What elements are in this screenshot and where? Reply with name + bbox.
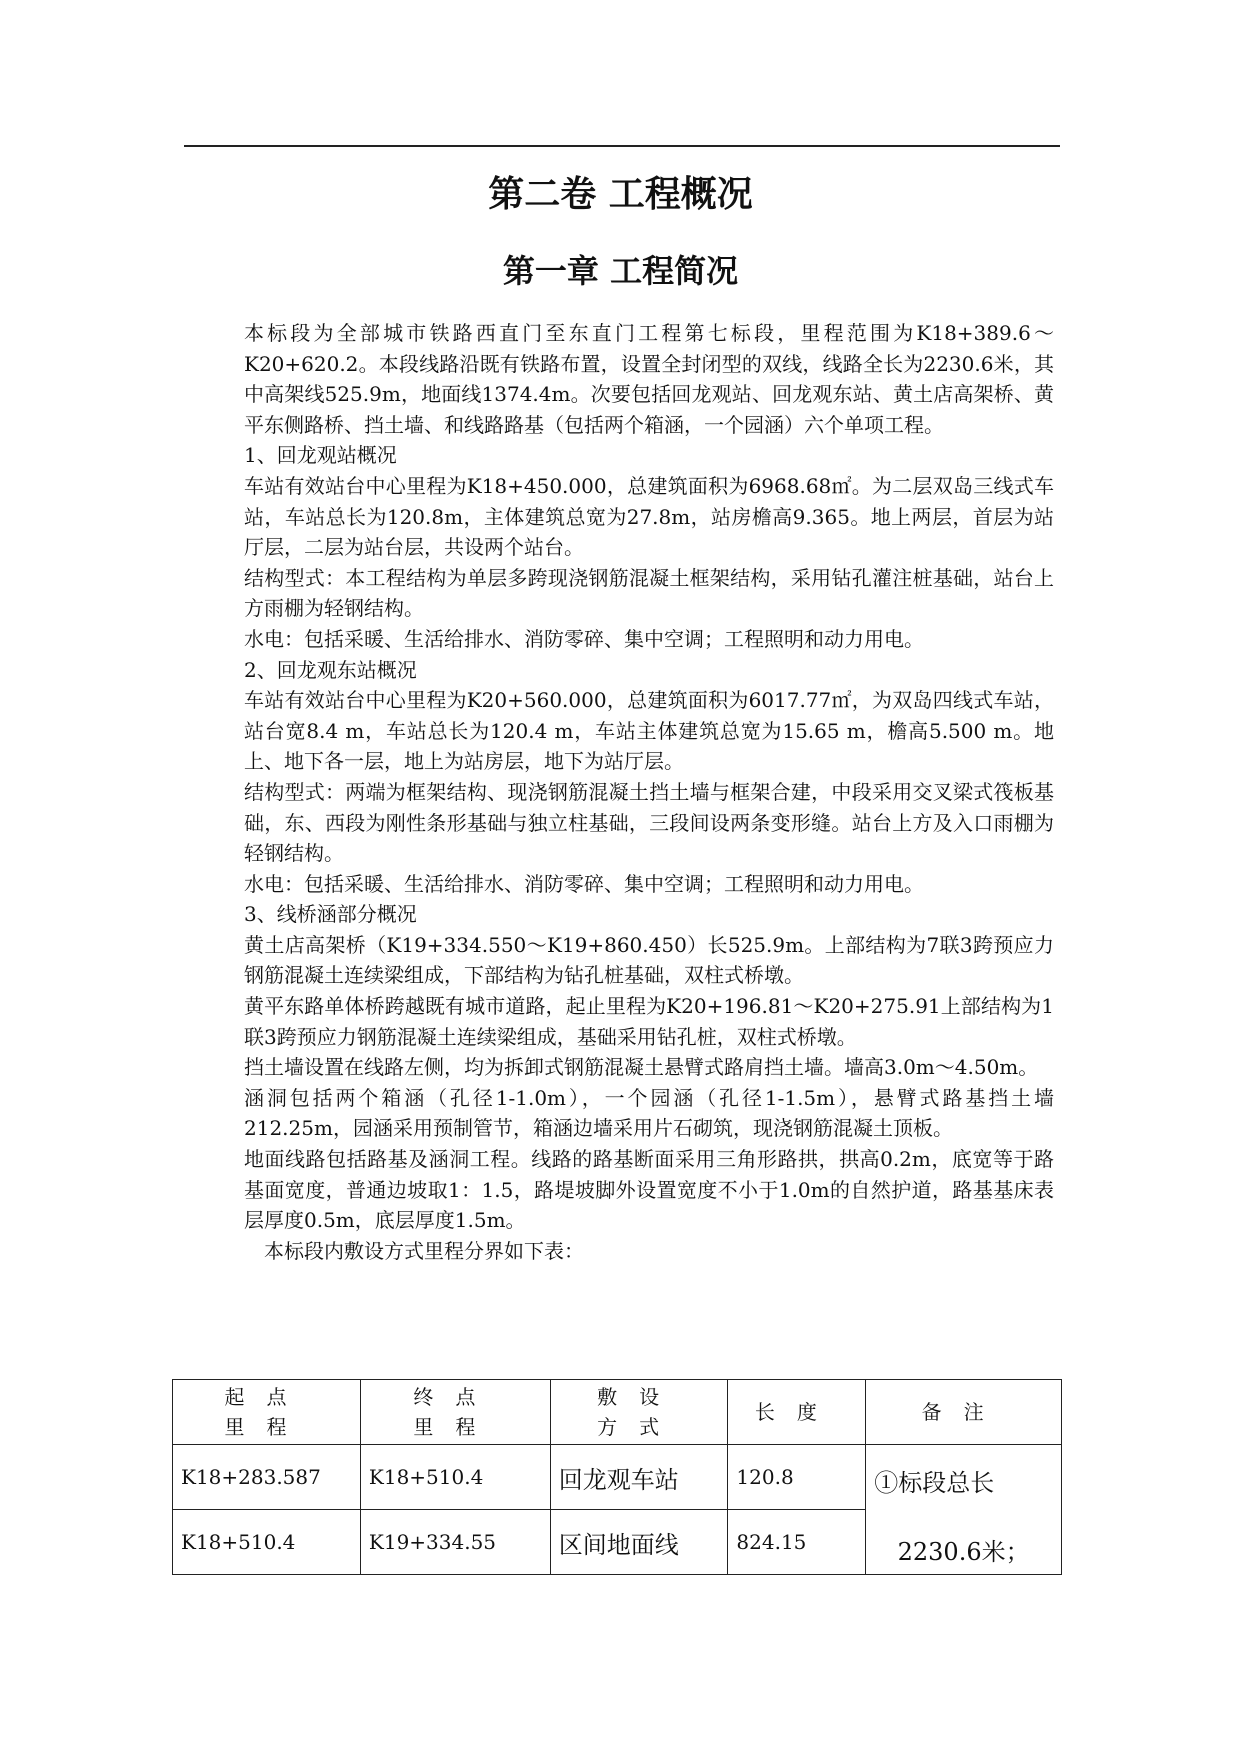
paragraph: 水电：包括采暖、生活给排水、消防零碎、集中空调；工程照明和动力用电。 bbox=[244, 871, 924, 896]
cell-length: 824.15 bbox=[728, 1510, 866, 1575]
paragraph: 车站有效站台中心里程为K20+560.000，总建筑面积为6017.77㎡，为双岛四线式车站，站台宽8.4 m，车站总长为120.4 m，车站主体建筑总宽为15.65 m，檐高5.500 m。地上、地下各一层，地上为站房层，地下为站厅层。 bbox=[244, 688, 1054, 774]
cell-end: K18+510.4 bbox=[360, 1445, 550, 1510]
paragraph: 结构型式：两端为框架结构、现浇钢筋混凝土挡土墙与框架合建，中段采用交叉梁式筏板基础，东、西段为刚性条形基础与独立柱基础，三段间设两条变形缝。站台上方及入口雨棚为轻钢结构。 bbox=[244, 779, 1054, 866]
header-start: 起点 里程 bbox=[173, 1380, 361, 1445]
paragraph: 涵洞包括两个箱涵（孔径1-1.0m），一个园涵（孔径1-1.5m），悬臂式路基挡土墙212.25m，园涵采用预制管节，箱涵边墙采用片石砌筑，现浇钢筋混凝土顶板。 bbox=[244, 1085, 1054, 1141]
remark-line1: ①标段总长 bbox=[874, 1469, 995, 1497]
cell-mode: 回龙观车站 bbox=[550, 1445, 728, 1510]
table-caption: 本标段内敷设方式里程分界如下表： bbox=[244, 1238, 584, 1263]
paragraph: 水电：包括采暖、生活给排水、消防零碎、集中空调；工程照明和动力用电。 bbox=[244, 626, 924, 651]
paragraph: 地面线路包括路基及涵洞工程。线路的路基断面采用三角形路拱，拱高0.2m，底宽等于路基面宽度，普通边坡取1：1.5，路堤坡脚外设置宽度不小于1.0m的自然护道，路基基床表层厚度0.5m，底层厚度1.5m。 bbox=[244, 1147, 1054, 1233]
cell-start: K18+283.587 bbox=[173, 1445, 361, 1510]
section-heading: 2、回龙观东站概况 bbox=[244, 657, 417, 682]
header-rule bbox=[184, 145, 1060, 147]
paragraph: 挡土墙设置在线路左侧，均为拆卸式钢筋混凝土悬臂式路肩挡土墙。墙高3.0m～4.50m。 bbox=[244, 1055, 1039, 1080]
header-remark: 备注 bbox=[866, 1380, 1062, 1445]
header-end: 终点 里程 bbox=[360, 1380, 550, 1445]
section-heading: 1、回龙观站概况 bbox=[244, 443, 397, 468]
paragraph: 黄平东路单体桥跨越既有城市道路，起止里程为K20+196.81～K20+275.91上部结构为1联3跨预应力钢筋混凝土连续梁组成，基础采用钻孔桩，双柱式桥墩。 bbox=[244, 994, 1054, 1049]
header-length: 长度 bbox=[728, 1380, 866, 1445]
cell-mode: 区间地面线 bbox=[550, 1510, 728, 1575]
chapter-title: 第一章 工程简况 bbox=[502, 252, 739, 290]
paragraph: 本标段为全部城市铁路西直门至东直门工程第七标段，里程范围为K18+389.6～K20+620.2。本段线路沿既有铁路布置，设置全封闭型的双线，线路全长为2230.6米，其中高架线525.9m，地面线1374.4m。次要包括回龙观站、回龙观东站、黄土店高架桥、黄平东侧路桥、挡土墙、和线路路基（包括两个箱涵，一个园涵）六个单项工程。 bbox=[244, 321, 1054, 437]
remark-line2: 2230.6米； bbox=[897, 1538, 1030, 1566]
header-mode: 敷设 方式 bbox=[550, 1380, 728, 1445]
table-row bbox=[173, 1445, 1062, 1510]
body-text bbox=[244, 318, 1054, 1266]
segment-table bbox=[172, 1379, 1062, 1575]
table-header-row bbox=[173, 1380, 1062, 1445]
volume-title: 第二卷 工程概况 bbox=[488, 174, 753, 215]
cell-end: K19+334.55 bbox=[360, 1510, 550, 1575]
section-heading: 3、线桥涵部分概况 bbox=[244, 902, 417, 927]
cell-remark bbox=[866, 1445, 1062, 1575]
cell-length: 120.8 bbox=[728, 1445, 866, 1510]
paragraph: 结构型式：本工程结构为单层多跨现浇钢筋混凝土框架结构，采用钻孔灌注桩基础，站台上方雨棚为轻钢结构。 bbox=[244, 565, 1054, 621]
paragraph: 黄土店高架桥（K19+334.550～K19+860.450）长525.9m。上部结构为7联3跨预应力钢筋混凝土连续梁组成，下部结构为钻孔桩基础，双柱式桥墩。 bbox=[244, 932, 1054, 988]
paragraph: 车站有效站台中心里程为K18+450.000，总建筑面积为6968.68㎡。为二层双岛三线式车站，车站总长为120.8m，主体建筑总宽为27.8m，站房檐高9.365。地上两层，首层为站厅层，二层为站台层，共设两个站台。 bbox=[244, 473, 1054, 560]
cell-start: K18+510.4 bbox=[173, 1510, 361, 1575]
